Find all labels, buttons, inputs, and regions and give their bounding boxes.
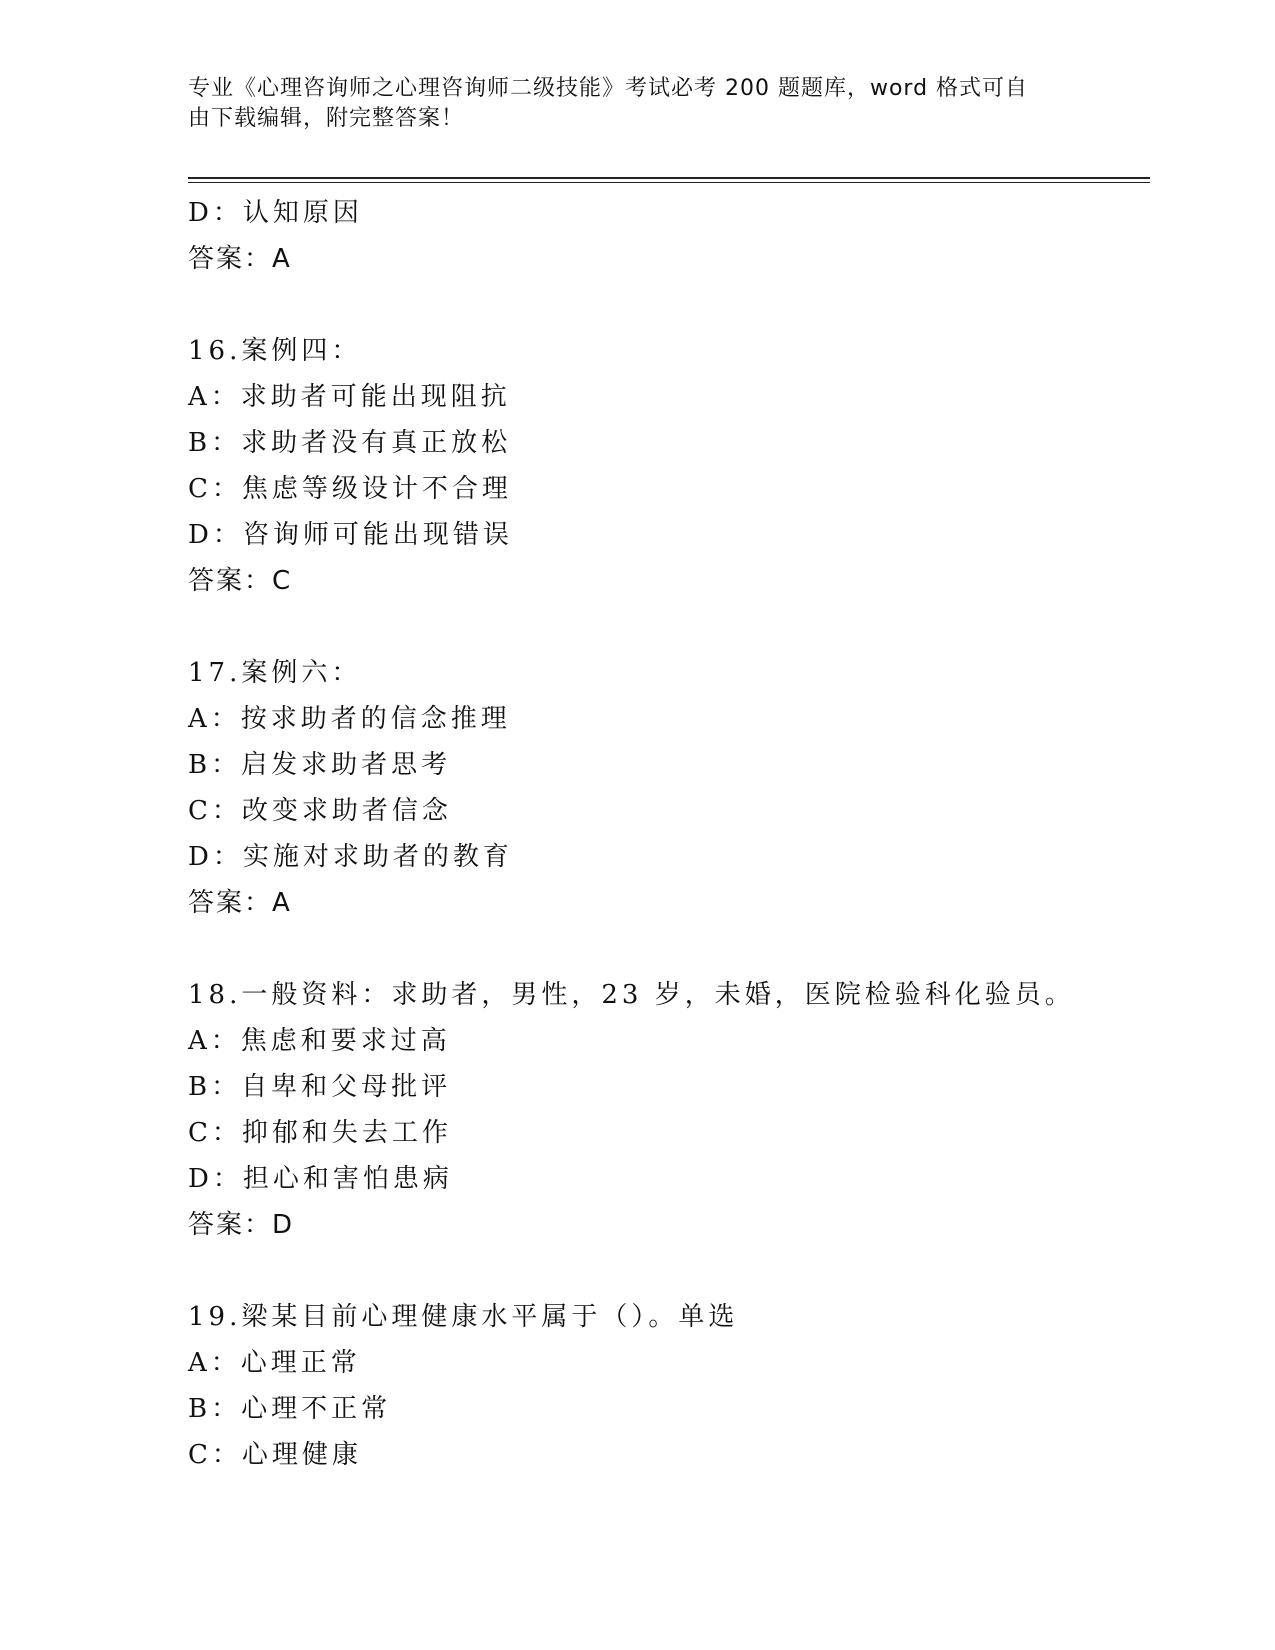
question-19-option-c: C：心理健康 — [188, 1440, 362, 1470]
question-16-answer: 答案：C — [188, 566, 293, 596]
question-list — [188, 190, 1148, 1478]
question-18-option-d: D：担心和害怕患病 — [188, 1164, 453, 1194]
question-18-answer: 答案：D — [188, 1210, 295, 1240]
document-header — [188, 74, 1088, 134]
spacer — [188, 1248, 1148, 1294]
option-d: D：认知原因 — [188, 198, 363, 228]
question-19-option-b: B：心理不正常 — [188, 1394, 392, 1424]
header-divider-thin — [188, 182, 1150, 183]
question-19-option-a: A：心理正常 — [188, 1348, 361, 1378]
spacer — [188, 282, 1148, 328]
header-divider-thick — [188, 177, 1150, 179]
question-17-option-c: C：改变求助者信念 — [188, 796, 452, 826]
question-17-answer: 答案：A — [188, 888, 292, 918]
question-16-option-d: D：咨询师可能出现错误 — [188, 520, 513, 550]
question-17-option-b: B：启发求助者思考 — [188, 750, 452, 780]
answer: 答案：A — [188, 244, 292, 274]
header-line-2: 由下载编辑，附完整答案！ — [188, 106, 465, 131]
question-17-stem: 17.案例六： — [188, 658, 362, 688]
spacer — [188, 604, 1148, 650]
question-19-stem: 19.梁某目前心理健康水平属于（）。单选 — [188, 1302, 739, 1332]
question-16-option-c: C：焦虑等级设计不合理 — [188, 474, 512, 504]
question-17-option-d: D：实施对求助者的教育 — [188, 842, 513, 872]
question-18-option-a: A：焦虑和要求过高 — [188, 1026, 451, 1056]
question-18-stem: 18.一般资料：求助者，男性，23 岁，未婚，医院检验科化验员。 — [188, 980, 1075, 1010]
question-18-option-b: B：自卑和父母批评 — [188, 1072, 452, 1102]
question-16-option-a: A：求助者可能出现阻抗 — [188, 382, 511, 412]
question-16-stem: 16.案例四： — [188, 336, 362, 366]
question-17-option-a: A：按求助者的信念推理 — [188, 704, 511, 734]
header-line-1: 专业《心理咨询师之心理咨询师二级技能》考试必考 200 题题库，word 格式可自 — [188, 76, 1029, 101]
question-18-option-c: C：抑郁和失去工作 — [188, 1118, 452, 1148]
question-16-option-b: B：求助者没有真正放松 — [188, 428, 512, 458]
spacer — [188, 926, 1148, 972]
